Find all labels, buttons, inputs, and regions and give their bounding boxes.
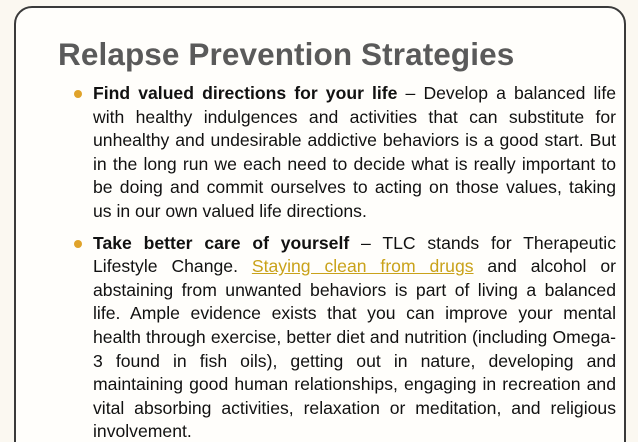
bullet-text xyxy=(93,232,616,442)
slide-title: Relapse Prevention Strategies xyxy=(58,36,515,72)
bullet-dot-icon xyxy=(74,240,82,248)
bullet-body-after-link: and alcohol or abstaining from unwanted behaviors is part of living a balanced life. Ample evidence exists that you can improve your mental health through exercise, better diet and nutrition (including Omega-3 found in fish oils), getting out in nature, developing and maintaining good human relationships, engaging in recreation and vital absorbing activities, relaxation or meditation, and religious involvement. xyxy=(93,256,616,442)
bullet-body-before-link: – TLC stands for Therapeutic Lifestyle Change. xyxy=(93,232,616,277)
bullet-item-take-care xyxy=(74,232,616,442)
bullet-dot-icon xyxy=(74,90,82,98)
bullet-lead: Find valued directions for your life xyxy=(93,83,398,103)
bullet-text xyxy=(93,82,616,224)
bullet-list xyxy=(74,82,616,442)
bullet-lead: Take better care of yourself xyxy=(93,232,350,253)
bullet-body: – Develop a balanced life with healthy indulgences and activities that can substitute for unhealthy and undesirable addictive behaviors is a good start. But in the long run we each need to decide what is really important to be doing and commit ourselves to acting on those values, taking us in our own valued life directions. xyxy=(93,83,616,221)
slide-frame xyxy=(14,6,626,442)
bullet-item-valued-directions xyxy=(74,82,616,224)
staying-clean-link[interactable]: Staying clean from drugs xyxy=(251,256,474,277)
